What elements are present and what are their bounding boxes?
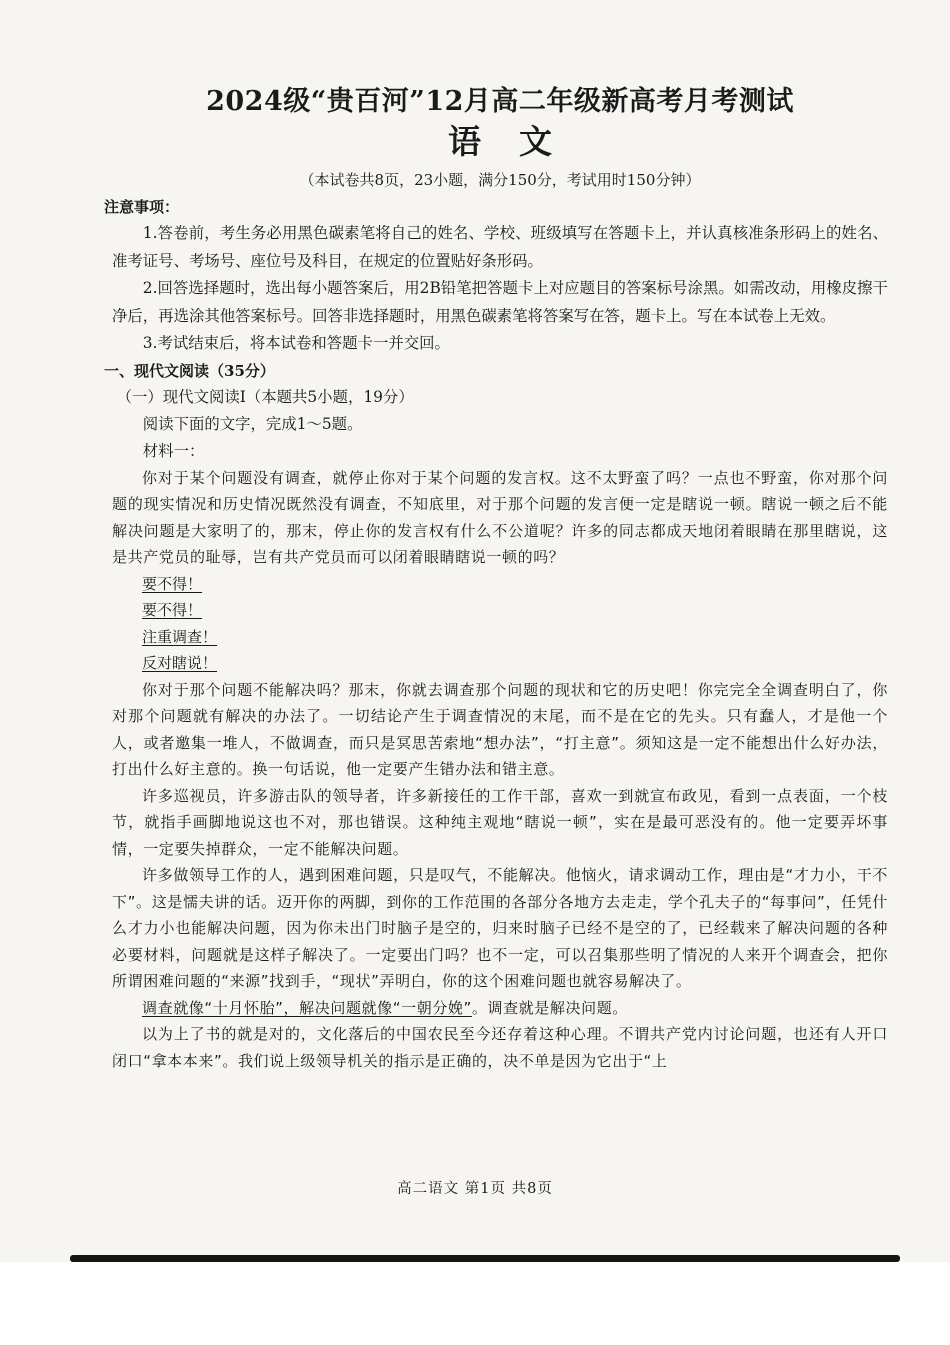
page-content: [104, 80, 888, 1074]
slogan-line: 注重调查！: [142, 627, 218, 646]
subject-title: 语文: [448, 122, 590, 161]
slogan-line: 要不得！: [142, 574, 203, 593]
material-label: 材料一：: [142, 441, 205, 460]
page-footer: 高二语文 第1页 共8页: [397, 1181, 553, 1197]
reading-paragraph: 你对于那个问题不能解决吗？那末，你就去调查那个问题的现状和它的历史吧！你完完全全调查明白了，你对那个问题就有解决的办法了。一切结论产生于调查情况的末尾，而不是在它的先头。只有蠢人，才是他一个人，或者邀集一堆人，不做调查，而只是冥思苦索地“想办法”，“打主意”。须知这是一定不能想出什么好办法，打出什么好主意的。换一句话说，他一定要产生错办法和错主意。: [112, 680, 888, 778]
notice-heading: 注意事项：: [104, 198, 180, 216]
scan-edge-band: [70, 1255, 900, 1262]
notice-item: 3.考试结束后，将本试卷和答题卡一并交回。: [142, 334, 450, 352]
slogan-line: 反对瞎说！: [142, 654, 218, 672]
sentence-rest: 。调查就是解决问题。: [471, 998, 628, 1017]
section-heading: 一、现代文阅读（35分）: [104, 361, 275, 380]
notice-item: 1.答卷前，考生务必用黑色碳素笔将自己的姓名、学校、班级填写在答题卡上，并认真核准条形码上的姓名、准考证号、考场号、座位号及科目，在规定的位置贴好条形码。: [112, 224, 888, 270]
exam-info: （本试卷共8页，23小题，满分150分，考试用时150分钟）: [299, 171, 701, 189]
slogan-line: 要不得！: [142, 601, 203, 619]
reading-paragraph: 以为上了书的就是对的，文化落后的中国农民至今还存着这种心理。不谓共产党内讨论问题，也还有人开口闭口“拿本本来”。我们说上级领导机关的指示是正确的，决不单是因为它出于“上: [112, 1025, 888, 1070]
reading-instruction: 阅读下面的文字，完成1～5题。: [142, 414, 363, 433]
reading-paragraph: 你对于某个问题没有调查，就停止你对于某个问题的发言权。这不太野蛮了吗？一点也不野蛮，你对那个问题的现实情况和历史情况既然没有调查，不知底里，对于那个问题的发言便一定是瞎说一顿。瞎说一顿之后不能解决问题是大家明了的，那末，停止你的发言权有什么不公道呢？许多的同志都成天地闭着眼睛在那里瞎说，这是共产党员的耻辱，岂有共产党员而可以闭着眼睛瞎说一顿的吗？: [112, 468, 888, 566]
reading-paragraph: 许多巡视员，许多游击队的领导者，许多新接任的工作干部，喜欢一到就宣布政见，看到一点表面，一个枝节，就指手画脚地说这也不对，那也错误。这种纯主观地“瞎说一顿”，实在是最可恶没有的。他一定要弄坏事情，一定要失掉群众，一定不能解决问题。: [112, 786, 888, 858]
notice-item: 2.回答选择题时，选出每小题答案后，用2B铅笔把答题卡上对应题目的答案标号涂黑。如需改动，用橡皮擦干净后，再选涂其他答案标号。回答非选择题时，用黑色碳素笔将答案写在答，题卡上。写在本试卷上无效。: [112, 279, 888, 325]
exam-title: 2024级“贵百河”12月高二年级新高考月考测试: [206, 86, 794, 117]
underlined-sentence: 调查就像“十月怀胎”，解决问题就像“一朝分娩”: [142, 998, 472, 1017]
reading-paragraph: 许多做领导工作的人，遇到困难问题，只是叹气，不能解决。他恼火，请求调动工作，理由是“才力小，干不下”。这是懦夫讲的话。迈开你的两脚，到你的工作范围的各部分各地方去走走，学个孔夫子的“每事问”，任凭什么才力小也能解决问题，因为你未出门时脑子是空的，归来时脑子已经不是空的了，已经载来了解决问题的各种必要材料，问题就是这样子解决了。一定要出门吗？也不一定，可以召集那些明了情况的人来开个调查会，把你所谓困难问题的“来源”找到手，“现状”弄明白，你的这个困难问题也就容易解决了。: [112, 866, 888, 990]
subsection-heading: （一）现代文阅读Ⅰ（本题共5小题，19分）: [116, 387, 414, 406]
reading-paragraph: [112, 995, 888, 1022]
